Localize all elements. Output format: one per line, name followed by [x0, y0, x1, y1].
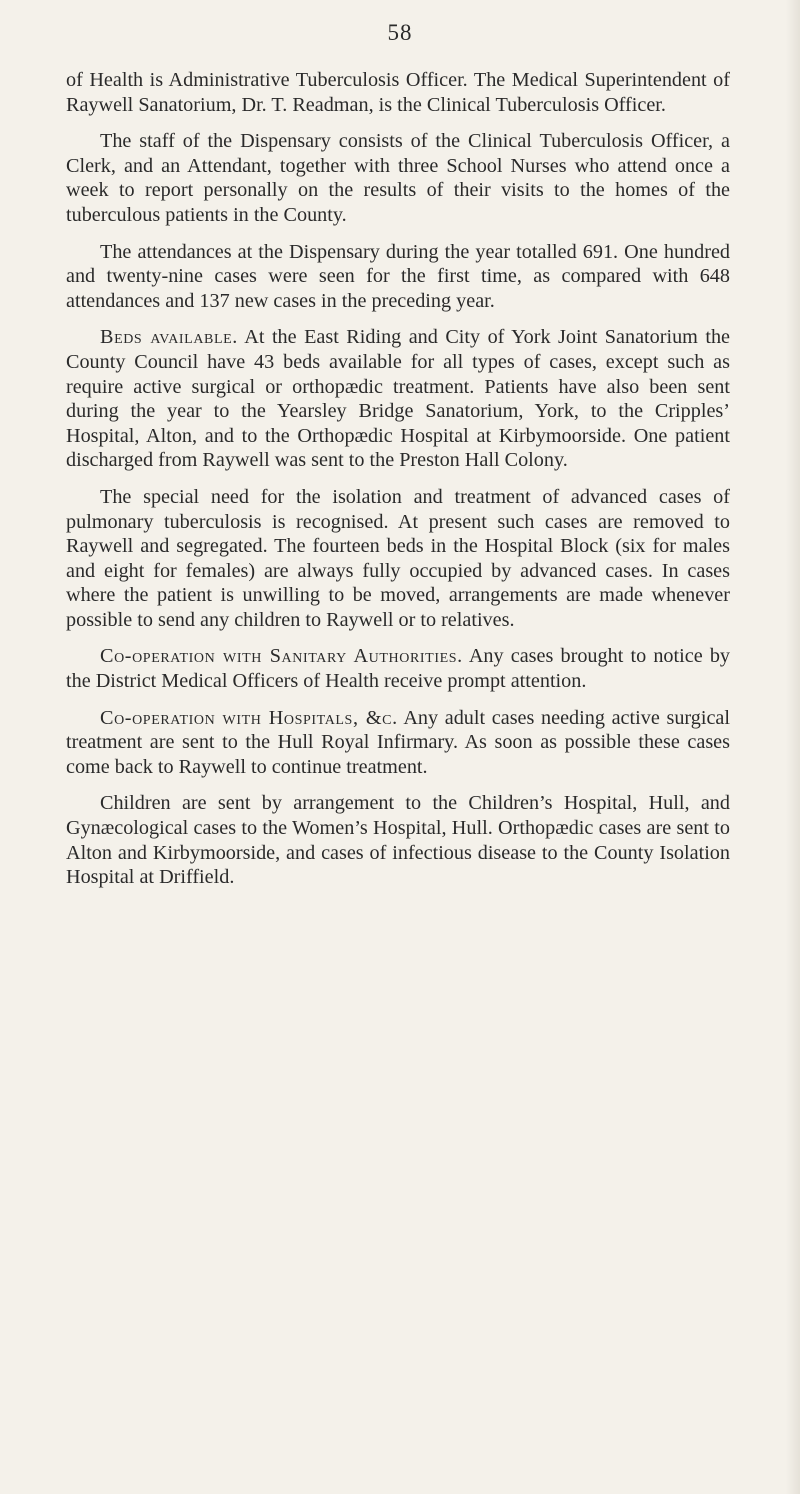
paragraph-text: The attendances at the Dispensary during the year totalled 691. One hundred and twenty-nine cases were seen for the first time, as compared with 648 attendances and 137 new cases in the preceding year. [66, 240, 730, 312]
section-heading: Beds available. [100, 326, 238, 349]
section-heading: Co-operation with Sanitary Authorities. [100, 645, 463, 668]
paragraph-beds-available [66, 325, 730, 473]
paragraph-text: Any adult cases needing active surgical treatment are sent to the Hull Royal Infirmary. As soon as possible these cases come back to Raywell to continue treatment. [66, 706, 730, 778]
paragraph-text: Children are sent by arrangement to the Children’s Hospital, Hull, and Gynæcological cases to the Women’s Hospital, Hull. Orthopædic cases are sent to Alton and Kirbymoorside, and cases of infectious disease to the County Isolation Hospital at Driffield. [66, 792, 730, 889]
paragraph-sanitary-authorities [66, 644, 730, 693]
page-number: 58 [387, 20, 413, 45]
paragraph-text: At the East Riding and City of York Joint Sanatorium the County Council have 43 beds available for all types of cases, except such as require active surgical or orthopædic treatment. Patients have also been sent during the year to the Yearsley Bridge Sanatorium, York, to the Cripples’ Hospital, Alton, and to the Orthopædic Hospital at Kirbymoorside. One patient discharged from Raywell was sent to the Preston Hall Colony. [66, 326, 730, 472]
paragraph-hospitals [66, 706, 730, 780]
paragraph-dispensary-staff [66, 129, 730, 227]
paragraph-text: The special need for the isolation and treatment of advanced cases of pulmonary tuberculosis is recognised. At present such cases are removed to Raywell and segregated. The fourteen beds in the Hospital Block (six for males and eight for females) are always fully occupied by advanced cases. In cases where the patient is unwilling to be moved, arrangements are made whenever possible to send any children to Raywell or to relatives. [66, 485, 730, 631]
paragraph-administrative-officer [66, 68, 730, 117]
paragraph-children-referrals [66, 791, 730, 889]
paragraph-text: of Health is Administrative Tuberculosis Officer. The Medical Superintendent of Raywell Sanatorium, Dr. T. Readman, is the Clinical Tuberculosis Officer. [66, 69, 730, 116]
paragraph-text: Any cases brought to notice by the District Medical Officers of Health receive prompt attention. [66, 645, 731, 693]
section-heading: Co-operation with Hospitals, &c. [100, 706, 398, 729]
paragraph-advanced-cases [66, 485, 730, 633]
body-text [66, 68, 730, 902]
paragraph-attendances [66, 240, 730, 314]
paragraph-text: The staff of the Dispensary consists of the Clinical Tuberculosis Officer, a Clerk, and an Attendant, together with three School Nurses who attend once a week to report personally on the results of their visits to the homes of the tuberculous patients in the County. [66, 130, 730, 226]
page-edge-shadow [786, 0, 800, 1494]
